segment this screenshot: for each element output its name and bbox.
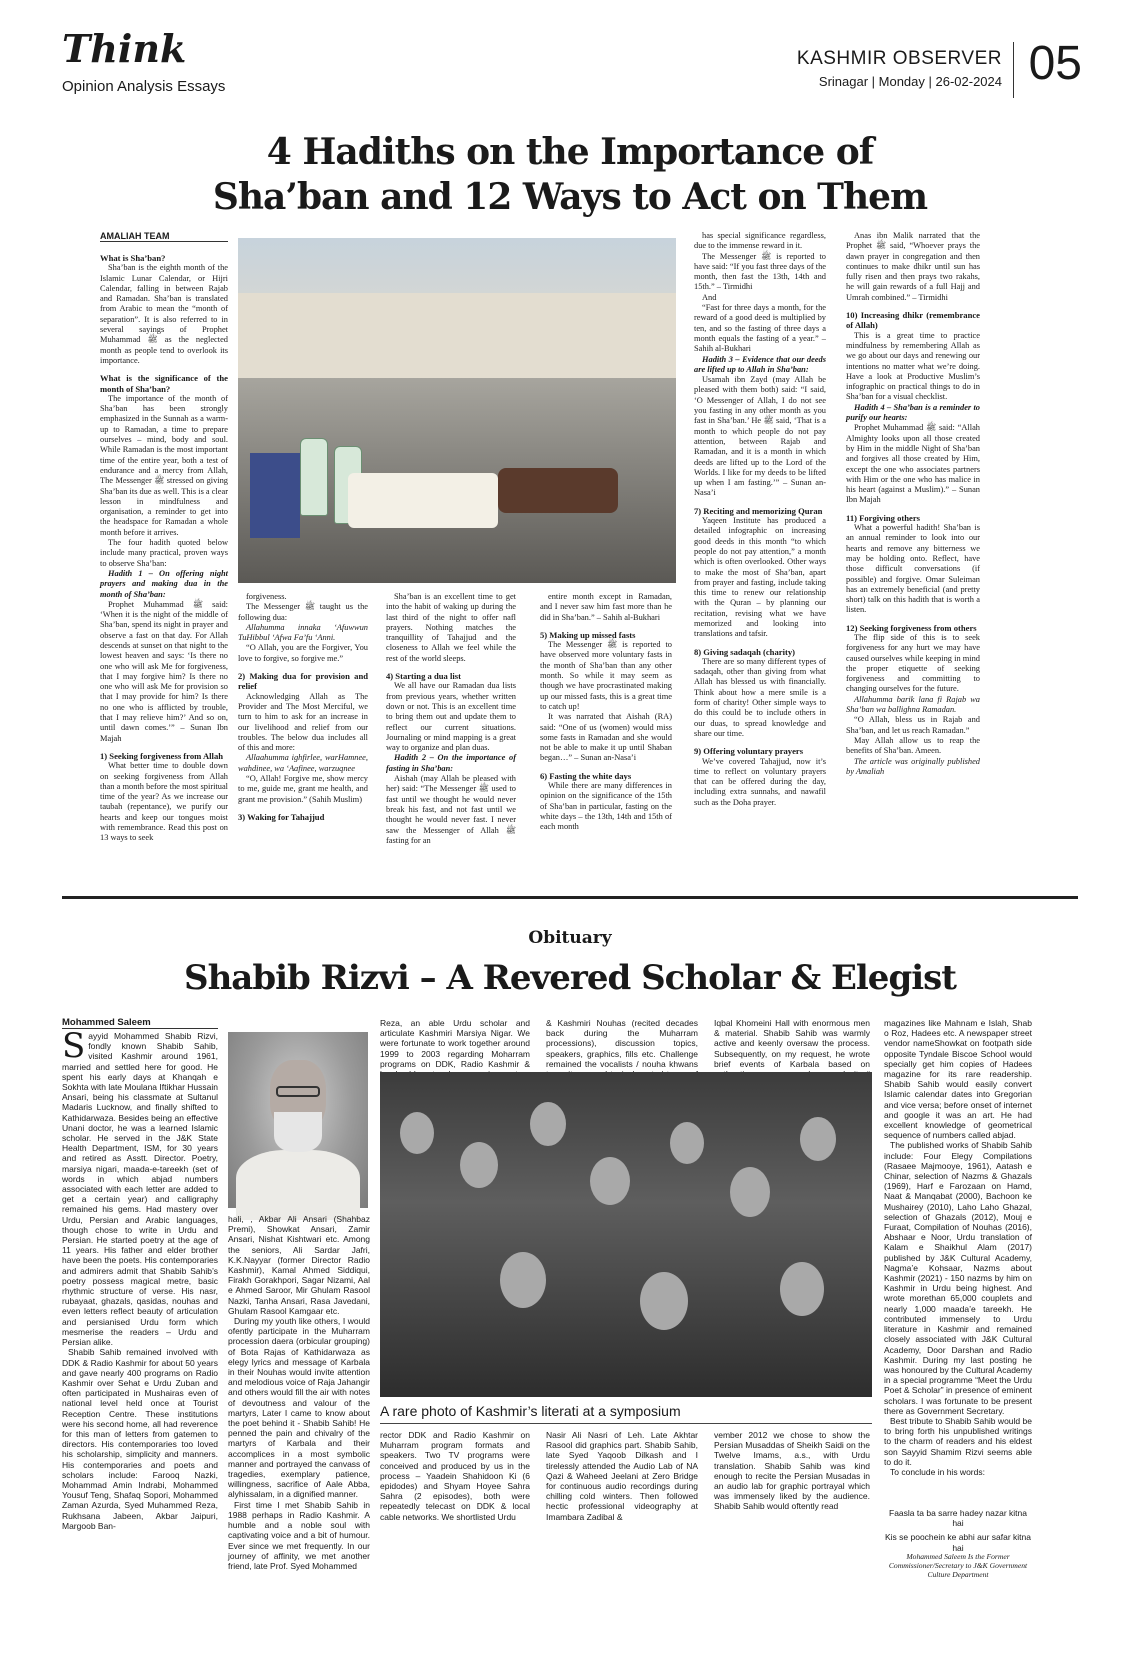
paragraph: This is a great time to practice mindfulness by remembering Allah as we go about our days and renewing our intentions no matter what we’re doing. Have a look at Productive Muslim’s infographic on practical things to do in Sha’ban for a visual checklist. — [846, 330, 980, 402]
paragraph: magazines like Mahnam e Islah, Shab o Roz, Hadees etc. A newspaper street vendor nameShowkat on footpath side opposite Tyndale Biscoe School would specially get him copies of Hadees magazine for its rare readership. Shabib Sahib would easily convert Islamic calendar dates into Gregorian and vice versa; before onset of internet and google it was an art. He had excellent knowledge of geometrical sequence of numbers called abjad. — [884, 1018, 1032, 1141]
section-heading: 2) Making dua for provision and relief — [238, 671, 368, 692]
paragraph: The flip side of this is to seek forgiveness for any hurt we may have caused ourselves while keeping in mind the proper etiquette of seeking forgiveness and committing to changing ourselves for the future. — [846, 632, 980, 694]
paragraph: The four hadith quoted below include many practical, proven ways to observe Sha’ban: — [100, 538, 228, 568]
article-byline: AMALIAH TEAM — [100, 231, 228, 242]
italic-line: The article was originally published by Amaliah — [846, 756, 980, 776]
newspaper-name: KASHMIR OBSERVER — [796, 48, 1002, 69]
paragraph: There are so many different types of sadaqah, other than giving from what Allah has blessed us with financially. Think about how a mere smile is a form of charity! Other simple ways to do this could be to include others in our duas, to spread knowledge and share our time. — [694, 656, 826, 738]
paragraph: Acknowledging Allah as The Provider and The Most Merciful, we turn to him to ask for an increase in our livelihood and relief from our troubles. The below dua includes all of this and more: — [238, 691, 368, 753]
article-title-line-1: 4 Hadiths on the Importance of — [266, 131, 874, 173]
italic-line: Allaahumma ighfirlee, warHamnee, wahdinee, wa ‘Aafinee, warzuqnee — [238, 753, 368, 773]
paragraph: The Messenger ﷺ is reported to have said: “If you fast three days of the month, then fast the 13th, 14th and 15th.” – Tirmidhi — [694, 251, 826, 292]
section-heading: 12) Seeking forgiveness from others — [846, 622, 977, 633]
paragraph: First time I met Shabib Sahib in 1988 perhaps in Radio Kashmir. A humble and a noble soul with captivating voice and a bit of humour. Ever since we met frequently. In our journey of affinity, we met another friend, late Prof. Syed Mohammed — [228, 1499, 370, 1571]
section-heading: 5) Making up missed fasts — [540, 629, 636, 640]
section-heading: 11) Forgiving others — [846, 512, 920, 523]
article-column-2 — [238, 592, 368, 886]
obituary-column-5-top — [714, 1018, 870, 1074]
paragraph: What a powerful hadith! Sha’ban is an annual reminder to look into our hearts and remove any bitterness we may be holding onto. Reflect, have those difficult conversations (if possible) and forgive. Omar Suleiman has an extremely beneficial (and pretty short) talk on this hadith that is worth a listen. — [846, 523, 980, 615]
paragraph: Sha’ban is the eighth month of the Islamic Lunar Calendar, or Hijri Calendar, falling in between Rajab and Ramadan. Sha’ban is translated from Arabic to mean the “month of separation”. It is also referred to in several sayings of Prophet Muhammad ﷺ as the neglected month as people tend to overlook its importance. — [100, 263, 228, 365]
article-photo — [238, 238, 676, 583]
couplet-line: Kis se poochein ke abhi aur safar kitna hai — [884, 1532, 1031, 1553]
dateline: Srinagar | Monday | 26-02-2024 — [818, 74, 1002, 89]
author-note: Mohammed Saleem Is the Former Commissioner/Secretary to J&K Government Culture Department — [888, 1552, 1028, 1579]
paragraph: vember 2012 we chose to show the Persian Musaddas of Sheikh Saidi on the Twelve Imams, a.s., with Urdu translation. Shabib Sahib was kind enough to recite the Persian Musadas in an audio lab for graphic portrayal which was immensely liked by the audience. Shabib Sahib would oftently read — [714, 1430, 870, 1512]
article-column-4 — [540, 592, 672, 886]
photo-water-bottle — [300, 438, 328, 516]
photo-person — [400, 1112, 434, 1154]
paragraph: Aishah (may Allah be pleased with her) said: “The Messenger ﷺ used to fast until we thought he would never break his fast, and not fast until we thought he would never fast. I never saw the Messenger of Allah ﷺ fasting for an — [386, 774, 516, 845]
section-heading: 4) Starting a dua list — [386, 671, 461, 682]
photo-person — [500, 1252, 546, 1308]
couplet-line: Faasla ta ba sarre hadey nazar kitna hai — [889, 1508, 1027, 1529]
obituary-column-3-bottom — [380, 1430, 530, 1590]
obituary-column-5-bottom — [714, 1430, 870, 1590]
photo-person — [670, 1122, 704, 1164]
hadith-subheading: Hadith 3 – Evidence that our deeds are lifted up to Allah in Sha’ban: — [694, 354, 826, 374]
photo-food-tray — [348, 473, 498, 528]
photo-person — [640, 1272, 688, 1330]
paragraph: Yaqeen Institute has produced a detailed infographic on increasing good deeds in this month “to which people do not pay attention,” a month which is often overlooked. Other ways to make the most of Sha’ban, apart from prayer and fasting, include taking this time to renew our relationship with the Quran – by planning our recitation, revising what we have memorized and looking into translations and tafsir. — [694, 516, 826, 639]
paragraph: rector DDK and Radio Kashmir on Muharram program formats and speakers. Two TV programs were conceived and produced by us in the process – Yaadein Shahidoon Ki (6 epidodes) and Shyam Hoyee Sahra Sahra (2 episodes), both were repeatedly telecast on DDK & local cable networks. We shortlisted Urdu — [380, 1430, 530, 1522]
paragraph: While there are many differences in opinion on the significance of the 15th of Sha’ban in particular, fasting on the white days – the 13th, 14th and 15th of each month — [540, 781, 672, 832]
paragraph: May Allah allow us to reap the benefits of Sha’ban. Ameen. — [846, 735, 980, 756]
photo-mosque-building — [238, 293, 676, 378]
obituary-kicker: Obituary — [528, 928, 612, 948]
paragraph: The Messenger ﷺ taught us the following dua: — [238, 602, 368, 622]
article-column-5 — [694, 231, 826, 886]
obituary-column-4-top — [546, 1018, 698, 1074]
closing-couplet — [884, 1508, 1032, 1553]
photo-person — [730, 1167, 770, 1217]
paragraph: Sha’ban is an excellent time to get into the habit of waking up during the last third of the night to offer nafl prayers. Nothing matches the tranquillity of Tahajjud and the closeness to Allah we feel while the rest of the world sleeps. — [386, 592, 516, 663]
paragraph: “Fast for three days a month, for the reward of a good deed is multiplied by ten, and so the fasting of three days a month equals the fasting of a year.” – Sahih al-Bukhari — [694, 303, 826, 354]
photo-juice-box — [250, 453, 300, 538]
paragraph: Iqbal Khomeini Hall with enormous men & material. Shabib Sahib was warmly active and keenly oversaw the process. Subsequently, on my request, he wrote brief events of Karbala based on — [714, 1018, 870, 1069]
section-heading: 8) Giving sadaqah (charity) — [694, 646, 795, 657]
article-title-line-2: Sha’ban and 12 Ways to Act on Them — [212, 176, 928, 218]
section-heading: 10) Increasing dhikr (remembrance of Allah) — [846, 310, 980, 331]
section-heading: 7) Reciting and memorizing Quran — [694, 505, 823, 516]
paragraph: Usamah ibn Zayd (may Allah be pleased with them both) said: “I said, ‘O Messenger of Allah, I do not see you fasting in any other month as you fast in Sha’ban.’ He ﷺ said, ‘That is a month to which people do not pay attention, between Rajab and Ramadan, and it is a month in which deeds are lifted up to the Lord of the Worlds. I like for my deeds to be lifted up when I am fasting.’” – Sunan an-Nasa’i — [694, 375, 827, 498]
paragraph: The Messenger ﷺ is reported to have observed more voluntary fasts in the month of Sha’ban than any other month. So while it may seem as though we have procrastinated making up our missed fasts, this is a great time to catch up! — [540, 640, 672, 711]
article-column-6 — [846, 231, 980, 886]
section-heading: 1) Seeking forgiveness from Allah — [100, 750, 224, 761]
portrait-beard — [274, 1112, 322, 1152]
photo-dates-box — [498, 468, 618, 513]
hadith-subheading: Hadith 2 – On the importance of fasting in Sha’ban: — [386, 753, 516, 773]
paragraph: Prophet Muhammad ﷺ said: “Allah Almighty looks upon all those created by Him in the middle Night of Sha’ban and forgives all those created by Him, except the one who associates partners with Him or the one who has malice in his heart (against a Muslim).” – Sunan Ibn Majah — [846, 423, 980, 505]
page-number-divider — [1013, 42, 1014, 98]
paragraph: To conclude in his words: — [890, 1466, 985, 1477]
paragraph: & Kashmiri Nouhas (recited decades back during the Muharram processions), discussion topics, speakers, graphics, fills etc. Challenge remained the vocalists / nouha khwans — [546, 1018, 698, 1069]
article-column-1 — [100, 246, 228, 886]
paragraph: ayyid Mohammed Shabib Rizvi, fondly known Shabib Sahib, visited Kashmir around 1961, married and settled here for good. He spent his early days at Khanqah e Sokhta with late Moulana Iftikhar Hussain Ansari, being his classmate at Sultanul Madaris Lucknow, and finally shifted to Kathidarwaza. Besides being an effective Unani doctor, he was a learned Islamic scholar. He served in the J&K State Health Department, ISM, for 30 years and retired as Asstt. Director. Poetry, marsiya nigari, maada-e-tareekh (set of words in which abjad numbers associated with each letter are added to get a certain year) and calligraphy remained his gems. Had mastery over Urdu, Persian and Arabic languages, though chose to write in Urdu and Persian. He started poetry at the age of 11 years. His father and elder brother have been the poets. His contemporaries and admirers admit that Shabib Sahib’s poetry possess magical metre, basic rhythmic structure of verse. His nasr, rubayaat, ghazals, qasidas, nouhas and even letters reflect beauty of articulation and persianised Urdu form which mesmerise the readers – Urdu and Persian alike. — [62, 1031, 218, 1348]
section-heading: 6) Fasting the white days — [540, 770, 632, 781]
page-number: 05 — [1028, 37, 1082, 90]
section-heading: What is the significance of the month of Sha’ban? — [100, 373, 228, 394]
paragraph: The published works of Shabib Sahib include: Four Elegy Compilations (Rasaee Majmooye, 1961), Aatash e Chinar, selection of Nazms & Ghazals (1969), Harf e Farozaan on Hamd, Naat & Manqabat (2000), Bachoon ke Mushairey (2010), Laho Laho Ghazal, selection of Ghazals (2012), Mouj e Furaat, Compilation of Nouhas (2016), Abshaar e Noor, Urdu translation of Kalam e Shaikhul Alam (2017) published by J&K Cultural Academy, Nagma’e Kohsaar, Nazms about Kashmir (2021) - 150 nazms by him on Kashmir in Urdu being highest. And wrote morethan 65,000 couplets and nearly 1,000 maada’e tareekh. He contributed immensely to Urdu literature in Kashmir and remained closely associated with J&K Cultural Academy, Door Darshan and Radio Kashmir. During my last posting he was honoured by the Cultural Academy in a special programme “Meet the Urdu Poet & Scholar” in presence of eminent scholars. I was fortunate to be present there as Government Secretary. — [884, 1140, 1032, 1416]
paragraph: Reza, an able Urdu scholar and articulate Kashmiri Marsiya Nigar. We were fortunate to work together around 1999 to 2003 regarding Moharram programs on DDK, Radio Kashmir & — [380, 1018, 530, 1069]
italic-line: Allahumma innaka ‘Afuwwun TuHibbul ‘Afwa Fa’fu ‘Anni. — [238, 622, 368, 643]
obituary-byline: Mohammed Saleem — [62, 1017, 218, 1029]
photo-person — [530, 1102, 566, 1146]
paragraph: Prophet Muhammad ﷺ said: ‘When it is the night of the middle of Sha’ban, spend its night in prayer and observe a fast on that day. For Allah descends at sunset on that night to the lowest heaven and says: ‘Is there no one who will ask Me for forgiveness, that I may forgive him? Is there no one who will ask Me for provision so that I may provide for him? Is there no one who is afflicted by trouble, that I may relieve him?’ And so on, until dawn comes.’” – Sunan Ibn Majah — [100, 599, 228, 743]
paragraph: What better time to double down on seeking forgiveness from Allah than a month before the most spiritual time of the year? As we increase our taubah (repentance), we purify our hearts and keep our tongues moist with remembrance. Read this post on 13 ways to seek — [100, 761, 228, 843]
drop-cap: S — [62, 1026, 86, 1066]
article-column-3 — [386, 592, 516, 886]
paragraph: And — [702, 292, 717, 302]
symposium-photo — [380, 1072, 872, 1397]
portrait-glasses — [276, 1086, 320, 1097]
masthead — [62, 26, 1082, 100]
section-heading: 9) Offering voluntary prayers — [694, 746, 804, 757]
paragraph: “O Allah, bless us in Rajab and Sha’ban, and let us reach Ramadan.” — [846, 715, 980, 735]
paragraph: Shabib Sahib remained involved with DDK & Radio Kashmir for about 50 years and gave nearly 400 programs on Radio Kashmir over Sehat e Urdu Zuban and often participated in Mushairas even of national level held once at Tourist Reception Centre. These institutions were his second home, all had reverence for this man of letters from gatemen to directors. His contemporaries too loved his scholarship, simplicity and manners. His contemporaries and poets and scholars include: Farooq Nazki, Mohammad Amin Indrabi, Mohammed Yousuf Teng, Shafaq Sopori, Mohammed Zaman Azurda, Syed Muhammed Reza, Rukhsana Jabeen, Akbar Jaipuri, Margoob Ban- — [62, 1347, 218, 1531]
paragraph: hali, , Akbar Ali Ansari (Shahbaz Premi), Showkat Ansari, Zamir Ansari, Nishat Kishtwari etc. Among the seniors, Ali Sardar Jafri, K.K.Nayyar (former Director Radio Kashmir), Kamal Ahmed Siddiqui, Firakh Gorakhpori, Sagar Nizami, Aal e Ahmed Saroor, Mir Ghulam Rasool Nazki, Tanha Ansari, Rasa Javedani, Ghulam Rasool Kamgaar etc. — [228, 1214, 370, 1316]
paragraph: It was narrated that Aishah (RA) said: “One of us (women) would miss some fasts in Ramadan and she would not be able to make it up until Shaban began…” – Sunan an-Nasa’i — [540, 712, 672, 763]
paragraph: entire month except in Ramadan, and I never saw him fast more than he did in Sha’ban.” – Sahih al-Bukhari — [540, 592, 672, 622]
obituary-column-6 — [884, 1018, 1032, 1508]
paragraph: We all have our Ramadan dua lists from previous years, whether written down or not. This is an excellent time to bring them out and update them to reflect our current situations. Journaling or mind mapping is a great way to organize and plan duas. — [386, 681, 516, 753]
paragraph: During my youth like others, I would ofently participate in the Muharram procession daera (orbicular grouping) of Bota Rajas of Kathidarwaza as elegy lyrics and message of Karbala in their Nouhas would invite attention and melodious voice of Raja Jahangir and others would fill the air with notes of devoutness and valour of the martyrs, Later I came to know about the poet behind it - Shabib Sahib! He penned the pain and chivalry of the martyrs of Karbala and their accomplices in a most symbolic manner and portrayed the canvass of tragedies, exemplary patience, willingness, sacrifice of Aale Abba, alyhissalam, in a dignified manner. — [228, 1316, 370, 1500]
photo-person — [780, 1262, 824, 1316]
photo-person — [800, 1117, 836, 1161]
obituary-title: Shabib Rizvi – A Revered Scholar & Elegist — [184, 958, 956, 998]
photo-caption: A rare photo of Kashmir’s literati at a symposium — [380, 1398, 872, 1424]
obituary-column-4-bottom — [546, 1430, 698, 1590]
paragraph: Nasir Ali Nasri of Leh. Late Akhtar Rasool did graphics part. Shabib Sahib, late Syed Yaqoob Dilkash and I tirelessly attended the Audio Lab of NA Qazi & Waheed Jeelani at Zero Bridge for continuous audio recordings during chilling cold winters. Then followed hectic professional videography at Imambara Zadibal & — [546, 1430, 698, 1522]
portrait-body — [236, 1150, 360, 1220]
paragraph: The importance of the month of Sha’ban has been strongly emphasized in the Sunnah as a warm-up to Ramadan, a time to prepare ourselves – mind, body and soul. While Ramadan is the most important time of the entire year, both a test of endurance and a mercy from Allah, The Messenger ﷺ stressed on giving Sha’ban its due as well. This is a clear lesson in mindfulness and organisation, a reminder to get into the headspace for Ramadan a whole month before it arrives. — [100, 393, 228, 537]
paragraph: Best tribute to Shabib Sahib would be to bring forth his unpublished writings to the charm of readers and his eldest son Sayyid Shamim Rizvi seems able to do it. — [884, 1415, 1032, 1467]
paragraph: “O, Allah! Forgive me, show mercy to me, guide me, grant me health, and grant me provision.” (Sahih Muslim) — [238, 774, 368, 804]
section-heading: 3) Waking for Tahajjud — [238, 811, 325, 822]
paragraph: has special significance regardless, due to the immense reward in it. — [694, 231, 826, 251]
paragraph: “O Allah, you are the Forgiver, You love to forgive, so forgive me.” — [238, 643, 368, 663]
obituary-column-2 — [228, 1214, 370, 1594]
photo-person — [460, 1142, 498, 1188]
paragraph: Anas ibn Malik narrated that the Prophet ﷺ said, “Whoever prays the dawn prayer in congregation and then continues to make dhikr until sun has fully risen and then prays two rakahs, he will gain rewards of a full Hajj and Umrah combined.” – Tirmidhi — [846, 231, 980, 302]
hadith-subheading: Hadith 1 – On offering night prayers and making dua in the month of Sha’ban: — [100, 568, 228, 599]
obituary-column-1 — [62, 1026, 218, 1593]
section-name: Think — [62, 26, 187, 71]
author-portrait — [228, 1032, 368, 1208]
paragraph: We’ve covered Tahajjud, now it’s time to reflect on voluntary prayers that can be offered during the day, including extra sunnahs, and nawafil such as the Doha prayer. — [694, 756, 826, 807]
photo-person — [590, 1157, 630, 1205]
section-heading: What is Sha’ban? — [100, 253, 166, 263]
italic-line: Allahumma barik lana fi Rajab wa Sha’ban wa ballighna Ramadan. — [846, 694, 980, 715]
paragraph: forgiveness. — [246, 592, 287, 601]
hadith-subheading: Hadith 4 – Sha’ban is a reminder to purify our hearts: — [846, 402, 980, 423]
obituary-column-3-top — [380, 1018, 530, 1074]
section-subtitle: Opinion Analysis Essays — [62, 78, 226, 95]
section-divider — [62, 896, 1078, 899]
